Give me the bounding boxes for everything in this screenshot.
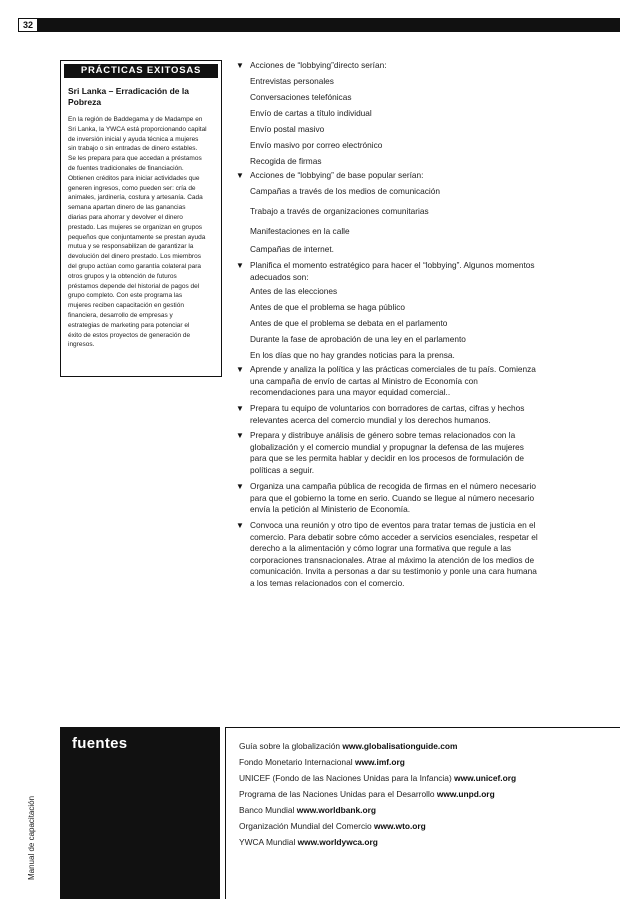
sub-item: Antes de que el problema se debata en el parlamento — [250, 318, 448, 328]
bullet-item: ▼ Prepara y distribuye análisis de género sobre temas relacionados con la globalización y el comercio mundial y propugnar la defensa de las mujeres para que se les permita hablar y decidir en los procesos de formulación de políticas a seguir. — [236, 430, 524, 475]
sub-item: Antes de que el problema se haga público — [250, 302, 405, 312]
sub-item: Recogida de firmas — [250, 156, 322, 166]
sidebox-line: sin trabajo o sin entradas de dinero estables. — [68, 145, 198, 153]
bullet-item: ▼ Convoca una reunión y otro tipo de eventos para tratar temas de justicia en el comercio. Para debatir sobre cómo acceder a servicios esenciales, respetar el derecho a la alimentación y cómo lograr una formativa que regule a las corporaciones transnacionales. Atrae al máximo la atención de los medios de comunicación. Invita a personas a dar su testimonio y ponle una cara humana a los temas relacionados con el comercio. — [236, 520, 538, 588]
sidebox-line: mutua y se responsabilizan de garantizar la — [68, 243, 194, 251]
header-bar — [18, 18, 620, 32]
sidebox-line: pequeños que conjuntamente se prestan ayuda — [68, 233, 206, 241]
sidebox-line: Se les prepara para que accedan a préstamos — [68, 155, 202, 163]
fuentes-link[interactable]: www.wto.org — [374, 821, 426, 831]
fuentes-item: Banco Mundial www.worldbank.org — [239, 805, 376, 815]
bullet-item: ▼ Planifica el momento estratégico para hacer el “lobbying”. Algunos momentos adecuados son: — [236, 260, 535, 282]
fuentes-item: UNICEF (Fondo de las Naciones Unidas para la Infancia) www.unicef.org — [239, 773, 517, 783]
bullet-item: ▼ Organiza una campaña pública de recogida de firmas en el número necesario para que el gobierno la tome en serio. Cuando se llegue al número necesario envía la petición al Ministerio de Economía. — [236, 481, 536, 514]
sub-item: Entrevistas personales — [250, 76, 334, 86]
page-number: 32 — [18, 18, 38, 32]
bullet-item: ▼ Acciones de “lobbying” de base popular serían: — [236, 170, 424, 180]
sidebox-line: otros grupos y la obtención de futuros — [68, 272, 177, 280]
sidebox-line: ingresos. — [68, 341, 95, 349]
sub-item: Envío de cartas a título individual — [250, 108, 372, 118]
sidebox-heading: PRÁCTICAS EXITOSAS — [64, 64, 218, 78]
sidebox-title: Sri Lanka – Erradicación de la Pobreza — [68, 86, 189, 107]
fuentes-link[interactable]: www.worldywca.org — [297, 837, 378, 847]
fuentes-link[interactable]: www.imf.org — [354, 757, 405, 767]
fuentes-item: YWCA Mundial www.worldywca.org — [239, 837, 378, 847]
sidebox-line: financiera, desarrollo de empresas y — [68, 311, 173, 319]
sidebox-line: éxito de estos proyectos de generación de — [68, 331, 191, 339]
bullet-item: ▼ Acciones de “lobbying”directo serían: — [236, 60, 387, 70]
sidebox-line: Obtienen créditos para iniciar actividades que — [68, 174, 200, 182]
triangle-bullet-icon: ▼ — [236, 404, 244, 413]
bullet-item: ▼ Aprende y analiza la política y las prácticas comerciales de tu país. Comienza una campaña de envío de cartas al Ministro de Economía con recomendaciones para una mayor equidad comercial.. — [236, 364, 536, 397]
fuentes-box — [60, 727, 220, 899]
sidebox-body — [68, 115, 218, 350]
sidebox-line: En la región de Baddegama y de Madampe en — [68, 116, 203, 123]
triangle-bullet-icon: ▼ — [236, 482, 244, 491]
fuentes-item: Guía sobre la globalización www.globalisationguide.com — [239, 741, 458, 751]
triangle-bullet-icon: ▼ — [236, 431, 244, 440]
sidebox-line: Sri Lanka, la YWCA está proporcionando capital — [68, 125, 207, 133]
fuentes-item: Programa de las Naciones Unidas para el Desarrollo www.unpd.org — [239, 789, 495, 799]
side-running-title: Manual de capacitación — [27, 795, 36, 880]
fuentes-link[interactable]: www.worldbank.org — [296, 805, 376, 815]
fuentes-link[interactable]: www.unicef.org — [454, 773, 517, 783]
sidebox-line: mujeres reciben capacitación en gestión — [68, 302, 184, 310]
fuentes-link[interactable]: www.unpd.org — [436, 789, 495, 799]
sub-item: Antes de las elecciones — [250, 286, 338, 296]
sidebox-line: del grupo actúan como garantía colateral para — [68, 262, 201, 270]
sidebox-line: animales, jardinería, costura y artesanía. Cada — [68, 194, 203, 202]
triangle-bullet-icon: ▼ — [236, 261, 244, 270]
sub-item: Trabajo a través de organizaciones comunitarias — [250, 206, 429, 216]
sub-item: En los días que no hay grandes noticias para la prensa. — [250, 350, 455, 360]
bullet-item: ▼ Prepara tu equipo de voluntarios con borradores de cartas, cifras y hechos relevantes acerca del comercio mundial y los derechos humanos. — [236, 403, 525, 425]
fuentes-link[interactable]: www.globalisationguide.com — [342, 741, 458, 751]
sidebox-line: préstamos depende del historial de pagos del — [68, 282, 200, 290]
sub-item: Manifestaciones en la calle — [250, 226, 350, 236]
sub-item: Envío postal masivo — [250, 124, 325, 134]
sidebox-line: generen ingresos, como pueden ser: cría de — [68, 184, 196, 192]
fuentes-item: Fondo Monetario Internacional www.imf.org — [239, 757, 405, 767]
sub-item: Envío masivo por correo electrónico — [250, 140, 383, 150]
sub-item: Campañas de internet. — [250, 244, 334, 254]
triangle-bullet-icon: ▼ — [236, 521, 244, 530]
fuentes-divider — [225, 727, 226, 899]
triangle-bullet-icon: ▼ — [236, 365, 244, 374]
fuentes-item: Organización Mundial del Comercio www.wto.org — [239, 821, 426, 831]
sidebox-line: de inversión inicial y ayuda técnica a mujeres — [68, 135, 199, 143]
triangle-bullet-icon: ▼ — [236, 61, 244, 70]
fuentes-top-rule — [225, 727, 620, 728]
sidebox-line: grupo completo. Con este programa las — [68, 292, 183, 300]
sub-item: Conversaciones telefónicas — [250, 92, 352, 102]
sidebox-line: semana apartan dinero de las ganancias — [68, 204, 186, 212]
sidebox-line: prestado. Las mujeres se organizan en grupos — [68, 223, 203, 231]
triangle-bullet-icon: ▼ — [236, 171, 244, 180]
sidebox-line: diarias para ahorrar y devolver el dinero — [68, 213, 183, 221]
sub-item: Durante la fase de aprobación de una ley en el parlamento — [250, 334, 466, 344]
sub-item: Campañas a través de los medios de comunicación — [250, 186, 441, 196]
fuentes-label: fuentes — [72, 735, 128, 752]
sidebox-line: de fuentes tradicionales de financiación. — [68, 164, 184, 172]
practicas-exitosas-box — [60, 60, 222, 377]
sidebox-line: devolución del dinero prestado. Los miembros — [68, 253, 201, 261]
sidebox-line: estrategias de marketing para potenciar el — [68, 321, 190, 329]
